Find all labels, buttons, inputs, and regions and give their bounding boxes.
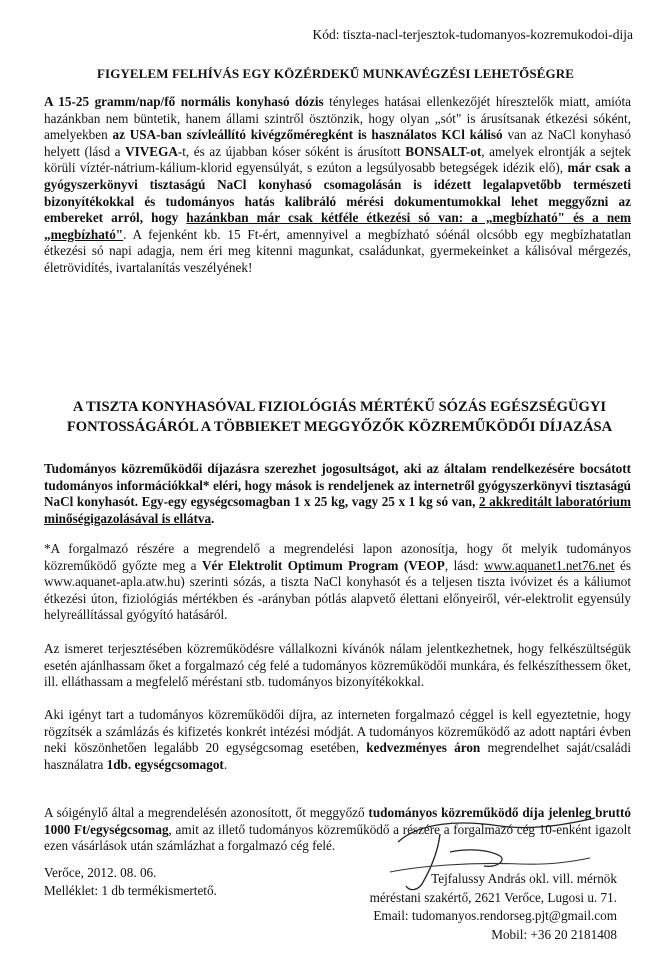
signatory-email[interactable]: Email: tudomanyos.rendorseg.pjt@gmail.com	[373, 908, 617, 924]
attachment-note: Melléklet: 1 db termékismertető.	[44, 883, 217, 898]
volunteer-paragraph: Az ismeret terjesztésében közreműködésre vállalkozni kívánók nálam jelentkezhetnek, hogy felkészültségük esetén ajánlhassam őket a forgalmazó cég felé a tudományos közreműködői munkára, és felkészíthessem őket, ill. elláthassam a megfelelő méréstani stb. tudományos bizonyítékokkal.	[44, 641, 631, 690]
p1-bold-vivega: VIVEGA	[125, 143, 178, 159]
p6-text-2: , amit az illető tudományos közreműködő a részére a forgalmazó cég 10-enként igazolt ezen vásárlások után számlázhat a forgalmazó cég felé.	[44, 821, 631, 854]
p2-underlined-labs: 2 akkreditált laboratórium minőségigazolásával is ellátva	[44, 494, 631, 526]
fee-claim-paragraph	[44, 707, 631, 773]
p6-bold-fee: tudományos közreműködő díja jelenleg bruttó 1000 Ft/egységcsomag	[44, 805, 631, 837]
p5-bold-discount: kedvezményes áron	[366, 740, 481, 756]
footnote-paragraph	[44, 541, 631, 624]
signatory-name: Tejfalussy András okl. vill. mérnök	[431, 871, 617, 886]
p3-text-1: *A forgalmazó részére a megrendelő a megrendelési lapon azonosítja, hogy őt melyik tudományos közreműködő győzte meg a	[44, 541, 631, 573]
signatory-title: méréstani szakértő, 2621 Verőce, Lugosi u. 71.	[369, 889, 617, 905]
p1-text-1: tényleges hatásai ellenkezőjét híresztelők miatt, amiótа hazánkban nem büntetik, hanem állami szintről ösztönzik, hogy olyan „sót" is árusítsanak étkezési sóként, amelyekben	[44, 94, 631, 143]
p1-bold-evidence: már csak a gyógyszerkönyvi tisztaságú NaCl konyhasó csomagolásán is idézett legalapvetőbb természeti bizonyítékokkal és tudományos hatás kalibráló mérési dokumentumokkal lehet meggyőzni az embereket arról, hogy	[44, 160, 632, 226]
p5-text-2: megrendelhet saját/családi használatra	[44, 740, 631, 772]
p1-bold-bonsalt: BONSALT-ot	[405, 143, 482, 159]
p1-bold-dose: A 15-25 gramm/nap/fő normális konyhasó dózis	[44, 94, 324, 109]
p1-text-4: , amelyek elrontják a sejtek körüli víztér-nátrium-kálium-klorid egyensúlyát, s ezúton a legsúlyosabb betegségek idézik elő),	[44, 143, 632, 176]
section-heading	[44, 397, 635, 437]
p5-text-3: .	[223, 756, 228, 772]
p2-text-2: .	[211, 510, 215, 526]
intro-paragraph	[44, 94, 631, 277]
section-heading-line-1: A TISZTA KONYHASÓVAL FIZIOLÓGIÁS MÉRTÉKŰ SÓZÁS EGÉSZSÉGÜGYI	[72, 399, 607, 415]
place-date: Verőce, 2012. 08. 06.	[44, 865, 157, 880]
p5-text-1: Aki igényt tart a tudományos közreműködői díjra, az interneten forgalmazó céggel is kell egyeztetnie, hogy rögzítsék a számlázás és kifizetés konkrét intézési módját. A tudományos közreműködő az adott naptári évben neki köszönhetően legalább 20 egységcsomag esetében,	[44, 707, 631, 756]
p3-text-3: és www.aquanet-apla.atw.hu) szerinti sózás, a tiszta NaCl konyhasót és a teljesen tiszta ivóvizet és a káliumot étkezési úton, fiziológiás mértékben és -arányban pótlás alapvető élettani előnyeiről, vér-elektrolit egyensúly helyreállítással gyógyító hatásáról.	[44, 557, 631, 623]
p1-bold-kcl: az USA-ban szívleállító kivégzőméregként is használatos KCl kálisó	[112, 127, 503, 143]
main-heading: FIGYELEM FELHÍVÁS EGY KÖZÉRDEKŰ MUNKAVÉGZÉSI LEHETŐSÉGRE	[97, 66, 574, 81]
signatory-mobile: Mobil: +36 20 2181408	[491, 926, 617, 942]
p3-bold-veop: Vér Elektrolit Optimum Program (VEOP	[201, 557, 445, 573]
eligibility-paragraph	[44, 461, 631, 527]
p1-bold-underlined-two-salts: hazánkban már csak kétféle étkezési só van: a „megbízható" és a nem „megbízható"	[44, 210, 631, 242]
place-date-block	[44, 864, 217, 900]
p1-text-3: -t, és az újabban kóser sóként is árusított	[177, 143, 406, 159]
p6-text-1: A sóigénylő által a megrendelésén azonosított, őt meggyőző	[44, 805, 369, 820]
p3-text-2: , lásd:	[444, 557, 484, 573]
p1-text-5: . A fejenként kb. 15 Ft-ért, amennyivel a megbízható sóénál olcsóbb egy megbízhatatlan étkezési só napi adagja, nem éri meg kitenni magunkat, családunkat, gyermekeinket a kálisóval mérgezés, életrövidítés, ivartalanítás veszélyének!	[44, 226, 631, 275]
p1-text-2: van az NaCl konyhasó helyett (lásd a	[44, 127, 631, 159]
document-code: Kód: tiszta-nacl-terjesztok-tudomanyos-kozremukodoi-dija	[312, 27, 633, 42]
signatory-block	[370, 870, 617, 944]
aquanet-link[interactable]: www.aquanet1.net76.net	[483, 557, 615, 573]
p2-text-1: Tudományos közreműködői díjazásra szerezhet jogosultságot, aki az általam rendelkezésére bocsátott tudományos információkkal* eléri, hogy mások is rendeljenek az internetről gyógyszerkönyvi tisztaságú NaCl konyhasót. Egy-egy egységcsomagban 1 x 25 kg, vagy 25 x 1 kg só van,	[44, 461, 631, 510]
p5-bold-package: 1db. egységcsomagot	[106, 756, 224, 772]
section-heading-line-2: FONTOSSÁGÁRÓL A TÖBBIEKET MEGGYŐZŐK KÖZREMŰKÖDŐI DÍJAZÁSA	[66, 419, 613, 435]
